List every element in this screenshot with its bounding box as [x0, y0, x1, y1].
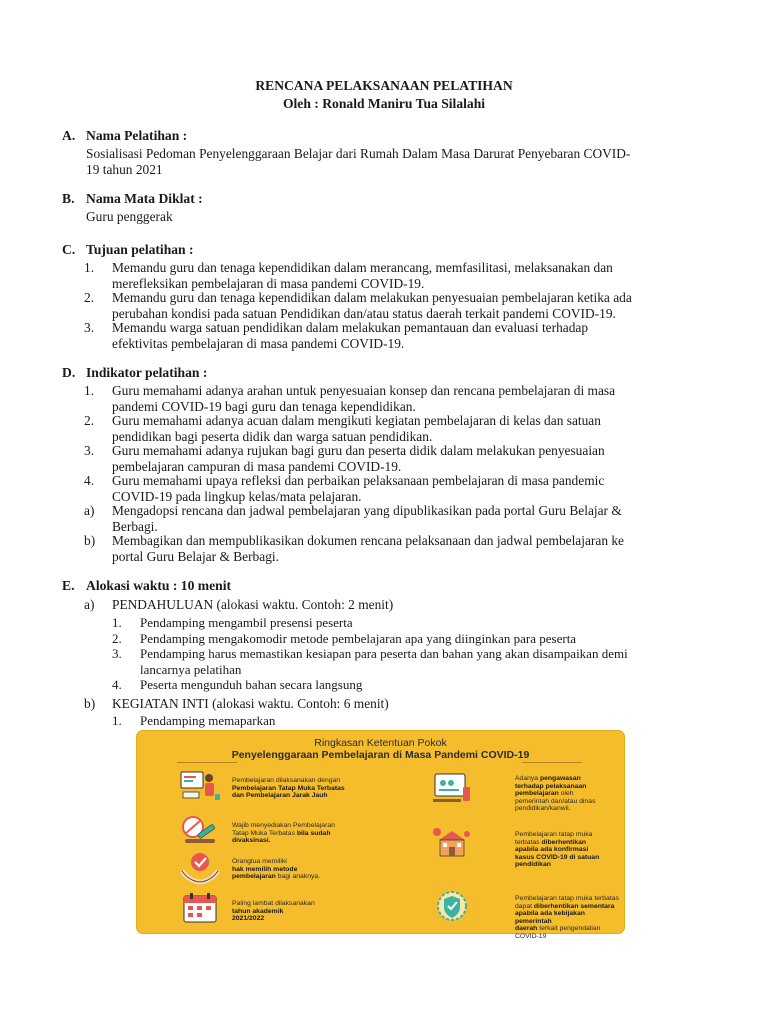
section-e-heading: E. Alokasi waktu : 10 menit — [62, 578, 232, 593]
list-item: 3. Memandu warga satuan pendidikan dalam melakukan pemantauan dan evaluasi terhadap efektivitas pembelajaran di masa pandemi COVID-19. — [84, 320, 589, 351]
subsection-kegiatan-inti: b) KEGIATAN INTI (alokasi waktu. Contoh: 6 menit) — [84, 696, 389, 711]
hands-check-icon — [179, 851, 221, 885]
infographic-title: Ringkasan Ketentuan Pokok — [314, 737, 447, 749]
info-item-text: Orangtua memiliki hak memilih metode pembelajaran bagi anaknya. — [232, 858, 321, 881]
list-item: 1. Pendamping memaparkan — [112, 713, 276, 728]
section-b-heading: B. Nama Mata Diklat : — [62, 191, 203, 206]
infographic-covid-rules — [137, 731, 624, 940]
info-item-text: Pembelajaran dilaksanakan dengan Pembelajaran Tatap Muka Terbatas dan Pembelajaran Jarak Jauh — [232, 777, 345, 800]
section-a-text: Sosialisasi Pedoman Penyelenggaraan Belajar dari Rumah Dalam Masa Darurat Penyebaran COVID- 19 tahun 2021 — [86, 146, 631, 177]
document-title: RENCANA PELAKSANAAN PELATIHAN — [255, 78, 513, 93]
list-item: b) Membagikan dan mempublikasikan dokumen rencana pelaksanaan dan jadwal pembelajaran ke portal Guru Belajar & Berbagi. — [84, 533, 624, 564]
info-item-text: Pembelajaran tatap muka terbatas dapat diberhentikan sementara apabila ada kebijakan pemerintah daerah terkait pengendalian COVID-19 — [515, 895, 619, 940]
section-d-heading: D. Indikator pelatihan : — [62, 365, 208, 380]
list-item: 4. Guru memahami upaya refleksi dan perbaikan pelaksanaan pembelajaran di masa pandemic COVID-19 pada lingkup kelas/mata pelajaran. — [84, 473, 605, 504]
title-divider — [177, 762, 237, 763]
shield-check-icon — [431, 889, 473, 923]
list-item: 1. Pendamping mengambil presensi peserta — [112, 615, 353, 630]
list-item: 3. Pendamping harus memastikan kesiapan para peserta dan bahan yang akan disampaikan demi lancarnya pelatihan — [112, 646, 628, 677]
list-item: 3. Guru memahami adanya rujukan bagi guru dan peserta didik dalam melakukan penyesuaian pembelajaran campuran di masa pandemi COVID-19. — [84, 443, 605, 474]
list-item: 2. Guru memahami adanya acuan dalam mengikuti kegiatan pembelajaran di kelas dan satuan pendidikan bagi peserta didik dan warga satuan pendidikan. — [84, 413, 601, 444]
info-item-text: Paling lambat dilaksanakan tahun akademik 2021/2022 — [232, 900, 315, 923]
list-item: a) Mengadopsi rencana dan jadwal pembelajaran yang dipublikasikan pada portal Guru Belajar & Berbagi. — [84, 503, 622, 534]
subsection-pendahuluan: a) PENDAHULUAN (alokasi waktu. Contoh: 2 menit) — [84, 597, 394, 612]
vaccine-icon — [179, 813, 221, 847]
section-c-heading: C. Tujuan pelatihan : — [62, 242, 194, 257]
info-item-text: Pembelajaran tatap muka terbatas diberhentikan apabila ada konfirmasi kasus COVID-19 di satuan pendidikan — [515, 831, 600, 869]
list-item: 1. Memandu guru dan tenaga kependidikan dalam merancang, memfasilitasi, melaksanakan dan merefleksikan pembelajaran di masa pandemi COVID-19. — [84, 260, 613, 291]
section-b-text: Guru penggerak — [86, 209, 173, 224]
info-item-text: Wajib menyediakan Pembelajaran Tatap Muka Terbatas bila sudah divaksinasi. — [232, 822, 335, 845]
school-virus-icon — [431, 826, 473, 860]
list-item: 2. Pendamping mengakomodir metode pembelajaran apa yang diinginkan para peserta — [112, 631, 577, 646]
teacher-board-icon — [179, 768, 221, 802]
monitoring-icon — [431, 771, 473, 805]
title-divider — [522, 762, 582, 763]
section-a-heading: A. Nama Pelatihan : — [62, 128, 188, 143]
infographic-subtitle: Penyelenggaraan Pembelajaran di Masa Pandemi COVID-19 — [231, 749, 530, 761]
calendar-icon — [179, 891, 221, 925]
document-author: Oleh : Ronald Maniru Tua Silalahi — [282, 96, 486, 111]
info-item-text: Adanya pengawasan terhadap pelaksanaan pembelajaran oleh pemerintah dan/atau dinas pendidikan/kanwil. — [515, 775, 596, 813]
list-item: 1. Guru memahami adanya arahan untuk penyesuaian konsep dan rencana pembelajaran di masa pandemi COVID-19 bagi guru dan tenaga kependidikan. — [84, 383, 616, 414]
list-item: 4. Peserta mengunduh bahan secara langsung — [112, 677, 363, 692]
list-item: 2. Memandu guru dan tenaga kependidikan dalam melakukan penyesuaian pembelajaran ketika ada perubahan kondisi pada satuan Pendidikan dan/atau status daerah terkait pandemi COVID-19. — [84, 290, 632, 321]
